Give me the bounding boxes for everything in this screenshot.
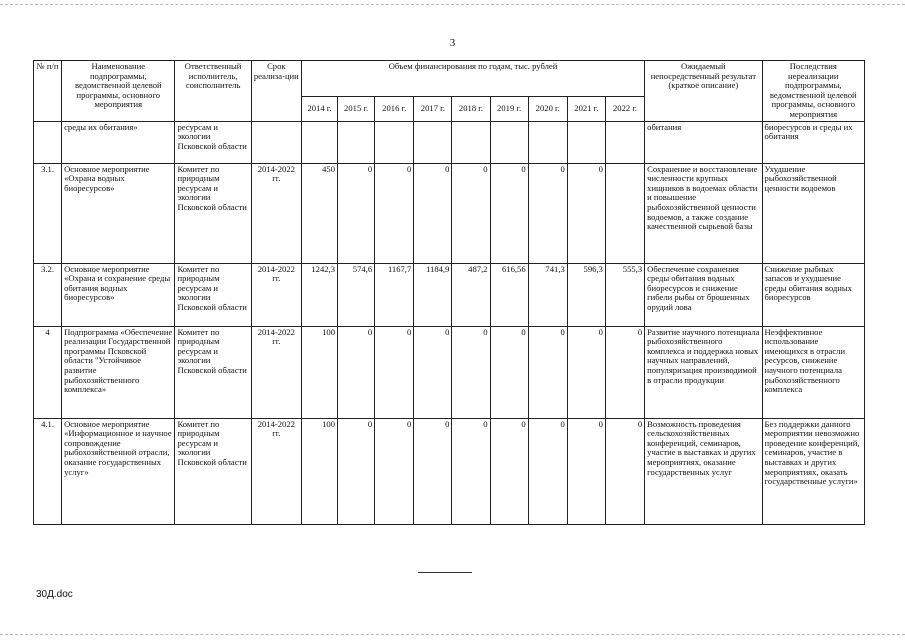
row-value: 0: [528, 418, 567, 524]
row-value: 0: [605, 418, 644, 524]
row-name: Основное мероприятие «Охрана водных биоресурсов»: [62, 163, 175, 263]
row-value: 0: [414, 418, 452, 524]
row-value: [605, 121, 644, 163]
row-number: [34, 121, 62, 163]
table-row: [34, 121, 865, 163]
row-value: 1167,7: [375, 263, 414, 326]
row-value: 574,6: [338, 263, 375, 326]
row-term: 2014-2022 гг.: [251, 326, 301, 418]
row-result: Сохранение и восстановление численности крупных хищников в водоемах области и повышение рыбохозяйственной ценности водоемов, а также создание качественной сырьевой базы: [645, 163, 762, 263]
row-value: [528, 121, 567, 163]
header-year: 2018 г.: [452, 96, 490, 121]
row-consequence: Без поддержки данного мероприятии невозможно проведение конференций, семинаров, участие в выставках и других мероприятиях, оказать государственные услуги»: [762, 418, 864, 524]
header-num: № п/п: [34, 61, 62, 122]
table-row: [34, 163, 865, 263]
row-value: 0: [605, 326, 644, 418]
row-value: 0: [452, 163, 490, 263]
row-term: [251, 121, 301, 163]
row-consequence: Ухудшение рыбохозяйственной ценности водоемов: [762, 163, 864, 263]
row-result: Возможность проведения сельскохозяйственных конференций, семинаров, участие в выставках и других мероприятиях, оказание государственных услуг: [645, 418, 762, 524]
row-name: среды их обитания»: [62, 121, 175, 163]
row-name: Основное мероприятие «Информационное и научное сопровождение рыбохозяйственной отрасли, оказание государственных услуг»: [62, 418, 175, 524]
row-term: 2014-2022 гг.: [251, 163, 301, 263]
table-row: [34, 263, 865, 326]
header-executor: Ответственный исполнитель, соисполнитель: [175, 61, 251, 122]
row-value: 0: [490, 326, 528, 418]
row-name: Основное мероприятие «Охрана и сохранение среды обитания водных биоресурсов»: [62, 263, 175, 326]
row-value: 0: [528, 163, 567, 263]
table-row: [34, 326, 865, 418]
header-year: 2022 г.: [605, 96, 644, 121]
row-value: [567, 121, 605, 163]
table-row: [34, 418, 865, 524]
row-value: 0: [338, 418, 375, 524]
scan-edge-bottom: [0, 634, 905, 635]
header-consequence: Последствия нереализации подпрограммы, ведомственной целевой программы, основного мероприятия: [762, 61, 864, 122]
row-value: 0: [452, 326, 490, 418]
row-value: 0: [567, 163, 605, 263]
header-year: 2019 г.: [490, 96, 528, 121]
funding-table: [33, 60, 865, 525]
row-value: 0: [338, 163, 375, 263]
header-result: Ожидаемый непосредственный результат (краткое описание): [645, 61, 762, 122]
row-value: 0: [375, 326, 414, 418]
header-name: Наименование подпрограммы, ведомственной целевой программы, основного мероприятия: [62, 61, 175, 122]
row-value: 0: [414, 326, 452, 418]
row-value: 450: [301, 163, 337, 263]
row-value: 741,3: [528, 263, 567, 326]
row-term: 2014-2022 гг.: [251, 418, 301, 524]
row-value: [414, 121, 452, 163]
header-year: 2015 г.: [338, 96, 375, 121]
row-consequence: биоресурсов и среды их обитания: [762, 121, 864, 163]
row-value: 0: [490, 163, 528, 263]
header-year: 2016 г.: [375, 96, 414, 121]
row-value: 100: [301, 326, 337, 418]
row-value: [605, 163, 644, 263]
row-number: 4.1.: [34, 418, 62, 524]
row-value: 0: [338, 326, 375, 418]
row-name: Подпрограмма «Обеспечение реализации Государственной программы Псковской области "Устойчивое развитие рыбохозяйственного комплекса»: [62, 326, 175, 418]
row-value: [452, 121, 490, 163]
row-value: 0: [375, 418, 414, 524]
row-number: 4: [34, 326, 62, 418]
row-executor: Комитет по природным ресурсам и экологии Псковской области: [175, 163, 251, 263]
header-year: 2021 г.: [567, 96, 605, 121]
row-result: Развитие научного потенциала рыбохозяйственного комплекса и поддержка новых научных направлений, популяризация производимой в отрасли продукции: [645, 326, 762, 418]
row-value: 0: [528, 326, 567, 418]
row-result: Обеспечение сохранения среды обитания водных биоресурсов и снижение гибели рыбы от брошенных орудий лова: [645, 263, 762, 326]
row-consequence: Снижение рыбных запасов и ухудшение среды обитания водных биоресурсов: [762, 263, 864, 326]
row-executor: Комитет по природным ресурсам и экологии Псковской области: [175, 418, 251, 524]
header-year: 2020 г.: [528, 96, 567, 121]
row-value: 100: [301, 418, 337, 524]
row-term: 2014-2022 гг.: [251, 263, 301, 326]
row-value: 0: [375, 163, 414, 263]
row-value: 555,3: [605, 263, 644, 326]
row-result: обитания: [645, 121, 762, 163]
header-funding: Объем финансирования по годам, тыс. рублей: [301, 61, 644, 97]
row-value: [490, 121, 528, 163]
page-number: 3: [449, 37, 456, 49]
row-executor: Комитет по природным ресурсам и экологии Псковской области: [175, 263, 251, 326]
row-number: 3.2.: [34, 263, 62, 326]
row-value: 1242,3: [301, 263, 337, 326]
header-year: 2014 г.: [301, 96, 337, 121]
row-executor: Комитет по природным ресурсам и экологии Псковской области: [175, 326, 251, 418]
row-value: 616,56: [490, 263, 528, 326]
row-value: 0: [567, 326, 605, 418]
row-value: [338, 121, 375, 163]
row-value: 0: [490, 418, 528, 524]
separator-line: [418, 572, 472, 573]
row-value: 0: [452, 418, 490, 524]
row-value: [301, 121, 337, 163]
header-year: 2017 г.: [414, 96, 452, 121]
row-value: 0: [567, 418, 605, 524]
row-value: 596,3: [567, 263, 605, 326]
scan-edge-top: [0, 4, 905, 5]
file-label: 30Д.doc: [36, 589, 73, 600]
row-number: 3.1.: [34, 163, 62, 263]
row-value: 487,2: [452, 263, 490, 326]
row-value: 1184,9: [414, 263, 452, 326]
row-value: [375, 121, 414, 163]
row-value: 0: [414, 163, 452, 263]
header-row-1: [34, 61, 865, 97]
row-consequence: Неэффективное использование имеющихся в отрасли ресурсов, снижение научного потенциала рыбохозяйственного комплекса: [762, 326, 864, 418]
header-term: Срок реализа-ции: [251, 61, 301, 122]
row-executor: ресурсам и экологии Псковской области: [175, 121, 251, 163]
